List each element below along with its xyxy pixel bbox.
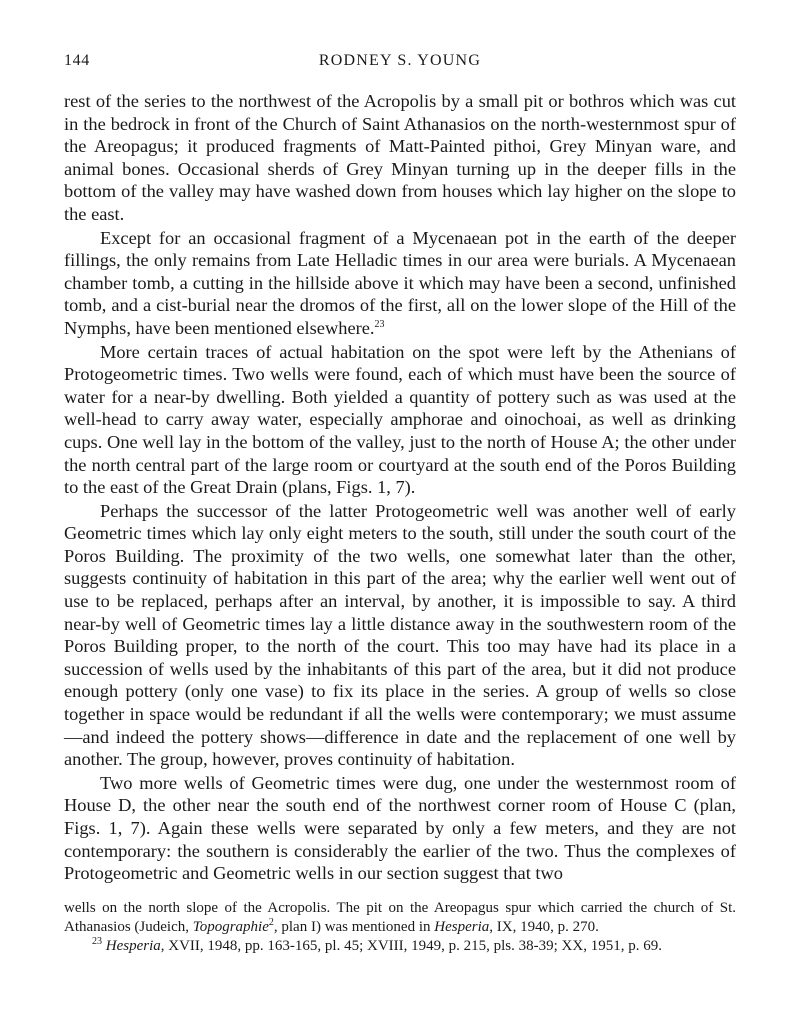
page-number: 144 <box>64 52 90 69</box>
running-head <box>64 52 736 80</box>
footnote-continuation-part1: wells on the north slope of the Acropolis. The pit on the Areopagus spur which carried the church of St. Athanasios (Judeich, <box>64 899 736 935</box>
footnote-23-text: , XVII, 1948, pp. 163-165, pl. 45; XVIII, 1949, p. 215, pls. 38-39; XX, 1951, p. 69. <box>160 937 662 954</box>
footnote-23 <box>64 937 736 956</box>
paragraph-5-text: Two more wells of Geometric times were dug, one under the westernmost room of House D, the other near the south end of the northwest corner room of House C (plan, Figs. 1, 7). Again these wells were separated by only a few meters, and they are not contemporary: the southern is considerably the earlier of the two. Thus the complexes of Protogeometric and Geometric wells in our section suggest that two <box>64 772 736 884</box>
footnotes <box>64 899 736 956</box>
paragraph-1-text: rest of the series to the northwest of the Acropolis by a small pit or bothros which was cut in the bedrock in front of the Church of Saint Athanasios on the north-westernmost spur of the Areopagus; it produced fragments of Matt-Painted pithoi, Grey Minyan ware, and animal bones. Occasional sherds of Grey Minyan turning up in the deeper fills in the bottom of the valley may have washed down from houses which lay higher on the slope to the east. <box>64 91 736 224</box>
paragraph-3 <box>64 341 736 499</box>
paragraph-2 <box>64 227 736 340</box>
paragraph-4-text: Perhaps the successor of the latter Protogeometric well was another well of early Geometric times which lay only eight meters to the south, still under the south court of the Poros Building. The proximity of the two wells, one somewhat later than the other, suggests continuity of habitation in this part of the area; why the earlier well went out of use to be replaced, perhaps after an interval, by another, it is impossible to say. A third near-by well of Geometric times lay a little distance away in the southwestern room of the Poros Building proper, to the north of the court. This too may have had its place in a succession of wells used by the inhabitants of this part of the area, but it did not produce enough pottery (only one vase) to fix its place in the series. A group of wells so close together in space would be redundant if all the wells were contemporary; we must assume—and indeed the pottery shows—difference in date and the replacement of one well by another. The group, however, proves continuity of habitation. <box>64 500 736 770</box>
footnote-continuation-part3: , IX, 1940, p. 270. <box>489 918 599 935</box>
paragraph-1 <box>64 90 736 226</box>
paragraph-4 <box>64 500 736 771</box>
footnote-continuation-italic2: Hesperia <box>434 918 490 935</box>
page <box>64 52 736 956</box>
footnote-continuation-part2: , plan I) was mentioned in <box>273 918 435 935</box>
footnote-continuation <box>64 899 736 937</box>
paragraph-3-text: More certain traces of actual habitation on the spot were left by the Athenians of Protogeometric times. Two wells were found, each of which must have been the source of water for a near-by dwelling. Both yielded a quantity of pottery such as was used at the well-head to carry away water, especially amphorae and oinochoai, as well as drinking cups. One well lay in the bottom of the valley, just to the north of House A; the other under the north central part of the large room or courtyard at the south end of the Poros Building to the east of the Great Drain (plans, Figs. 1, 7). <box>64 341 736 498</box>
footnote-23-italic: Hesperia <box>105 937 161 954</box>
body-text <box>64 90 736 885</box>
footnote-ref-23: 23 <box>374 318 385 330</box>
paragraph-5 <box>64 772 736 885</box>
footnote-continuation-italic1: Topographie <box>192 918 269 935</box>
paragraph-2-text: Except for an occasional fragment of a Mycenaean pot in the earth of the deeper fillings, the only remains from Late Helladic times in our area were burials. A Mycenaean chamber tomb, a cutting in the hillside above it which may have been a second, unfinished tomb, and a cist-burial near the dromos of the first, all on the lower slope of the Hill of the Nymphs, have been mentioned elsewhere. <box>64 227 736 338</box>
footnote-continuation-sup1: 2 <box>268 916 274 928</box>
running-title: RODNEY S. YOUNG <box>318 52 482 69</box>
footnote-23-number: 23 <box>92 935 102 947</box>
